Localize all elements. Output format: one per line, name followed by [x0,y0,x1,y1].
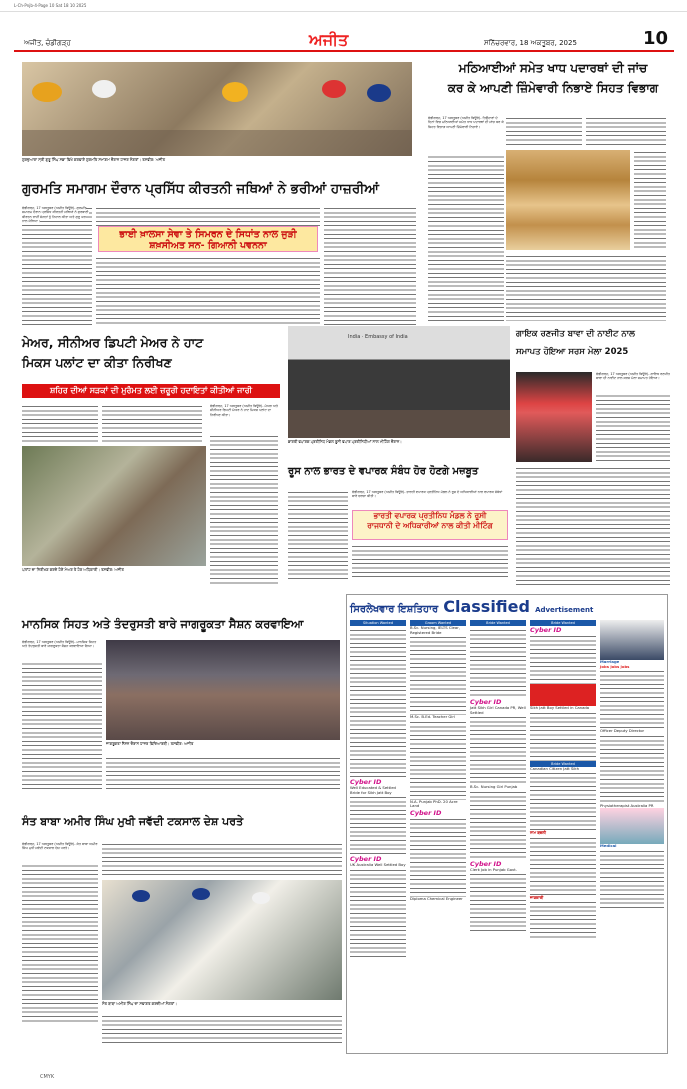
footer-code: CMYK [40,1074,55,1080]
sant-body [22,842,98,864]
cyber-id: Cyber ID [350,778,382,786]
cyber-id: Cyber ID [410,808,442,817]
food-headline-1: ਮਠਿਆਈਆਂ ਸਮੇਤ ਖਾਧ ਪਦਾਰਥਾਂ ਦੀ ਜਾਂਚ [458,61,648,75]
cyber-id: Cyber ID [470,859,502,868]
russia-subhead-1: ਭਾਰਤੀ ਵਪਾਰਕ ਪ੍ਰਤੀਨਿਧ ਮੰਡਲ ਨੇ ਰੂਸੀ [373,511,487,520]
mayor-col2 [102,404,202,444]
classified-tag: Groom Wanted [410,620,466,626]
classified-ad: Well Educated & Settled Bride for Sikh Jatt Boy [350,785,396,795]
gurmat-caption: ਗੁਰਦੁਆਰਾ ਸ੍ਰੀ ਗੁਰੂ ਸਿੰਘ ਸਭਾ ਵਿਖੇ ਕਰਵਾਏ ਗੁਰਮਤਿ ਸਮਾਗਮ ਦੌਰਾਨ ਹਾਜ਼ਰ ਸੰਗਤਾਂ। ਤਸਵੀਰ: ਅਜੀਤ [22,157,165,162]
mayor-body-text: ਚੰਡੀਗੜ੍ਹ, 17 ਅਕਤੂਬਰ (ਅਜੀਤ ਬਿਊਰੋ)- ਮੇਅਰ ਅਤੇ ਸੀਨੀਅਰ ਡਿਪਟੀ ਮੇਅਰ ਨੇ ਹਾਟ ਮਿਕਸ ਪਲਾਂਟ ਦਾ ਨਿਰੀਖਣ ਕੀਤਾ। [210,404,278,417]
classified-tag: Bride Wanted [470,620,526,626]
gurmat-body [22,206,92,326]
cyber-id: Cyber ID [350,855,382,864]
date-label: ਸਨਿੱਚਰਵਾਰ, 18 ਅਕਤੂਬਰ, 2025 [484,39,577,47]
russia-col1 [288,490,348,580]
mela-headline-1: ਗਾਇਕ ਰਣਜੀਤ ਬਾਵਾ ਦੀ ਨਾਈਟ ਨਾਲ [516,329,635,339]
gurmat-col4 [324,206,416,326]
classified-col-4 [530,620,596,1050]
classified-col-2 [410,620,466,1050]
mela-headline-2: ਸਮਾਪਤ ਹੋਇਆ ਸਰਸ ਮੇਲਾ 2025 [516,347,629,357]
food-col4 [634,150,666,250]
health-body-text: ਚੰਡੀਗੜ੍ਹ, 17 ਅਕਤੂਬਰ (ਅਜੀਤ ਬਿਊਰੋ)- ਮਾਨਸਿਕ ਸਿਹਤ ਅਤੇ ਤੰਦਰੁਸਤੀ ਬਾਰੇ ਜਾਗਰੂਕਤਾ ਸੈਸ਼ਨ ਕਰਵਾਇਆ ਗਿਆ। [22,640,97,649]
mayor-caption: ਪਲਾਂਟ ਦਾ ਨਿਰੀਖਣ ਕਰਦੇ ਹੋਏ ਮੇਅਰ ਤੇ ਹੋਰ ਅਧਿਕਾਰੀ। ਤਸਵੀਰ: ਅਜੀਤ [22,567,124,572]
mela-body-text: ਚੰਡੀਗੜ੍ਹ, 17 ਅਕਤੂਬਰ (ਅਜੀਤ ਬਿਊਰੋ)- ਗਾਇਕ ਰਣਜੀਤ ਬਾਵਾ ਦੀ ਨਾਈਟ ਨਾਲ ਸਰਸ ਮੇਲਾ ਸਮਾਪਤ ਹੋਇਆ। [596,372,670,381]
classified-ad: Officer Deputy Director [600,728,645,734]
classified-title-en-sub: Advertisement [535,606,594,614]
mayor-headline-2: ਮਿਕਸ ਪਲਾਂਟ ਦਾ ਕੀਤਾ ਨਿਰੀਖਣ [22,355,172,370]
mela-col2 [516,466,670,586]
health-body [22,640,102,662]
sant-body-text: ਚੰਡੀਗੜ੍ਹ, 17 ਅਕਤੂਬਰ (ਅਜੀਤ ਬਿਊਰੋ)- ਸੰਤ ਬਾਬਾ ਅਮੀਰ ਸਿੰਘ ਮੁਖੀ ਜਵੱਦੀ ਟਕਸਾਲ ਦੇਸ਼ ਪਰਤੇ। [22,842,98,851]
classified-ad: B.Sc. Nursing, IELTS Clear, Registered Bride [410,625,460,635]
classified-title-en: Classified [443,597,530,616]
russia-body-text: ਚੰਡੀਗੜ੍ਹ, 17 ਅਕਤੂਬਰ (ਅਜੀਤ ਬਿਊਰੋ)- ਭਾਰਤੀ ਵਪਾਰਕ ਪ੍ਰਤੀਨਿਧ ਮੰਡਲ ਨੇ ਰੂਸ ਦੇ ਅਧਿਕਾਰੀਆਂ ਨਾਲ ਵਪਾਰਕ ਸੰਬੰਧਾਂ ਬਾਰੇ ਚਰਚਾ ਕੀਤੀ। [352,490,503,499]
classified-ad: N.A. Punjab PhD. 20 Acre Land [410,798,458,809]
health-col1 [22,640,102,790]
classified-ad: UK Australia Well Settled Boy [350,862,406,868]
mayor-col1 [22,404,98,444]
gurmat-col2 [96,206,320,226]
city-label: ਅਜੀਤ, ਚੰਡੀਗੜ੍ਹ [24,39,71,47]
classified-title-pa: ਸਿਰਲੇਖਵਾਰ ਇਸ਼ਤਿਹਾਰ [350,604,439,615]
mela-body [596,372,670,394]
sant-photo [102,880,342,1000]
food-body [428,116,504,156]
food-body-text: ਚੰਡੀਗੜ੍ਹ, 17 ਅਕਤੂਬਰ (ਅਜੀਤ ਬਿਊਰੋ)- ਤਿਉਹਾਰਾਂ ਦੇ ਦਿਨਾਂ ਵਿਚ ਮਠਿਆਈਆਂ ਸਮੇਤ ਖਾਧ ਪਦਾਰਥਾਂ ਦੀ ਜਾਂਚ ਕਰ ਕੇ ਸਿਹਤ ਵਿਭਾਗ ਆਪਣੀ ਜ਼ਿੰਮੇਵਾਰੀ ਨਿਭਾਏ। [428,116,504,129]
food-col3 [586,116,666,148]
side-ad-title: Marriage [600,659,620,664]
sant-col2 [102,842,342,878]
classified-ad: B.Sc. Nursing Girl Punjab [470,784,518,790]
classified-ad: Physiotherapist Australia PR [600,802,654,808]
food-headline-2: ਕਰ ਕੇ ਆਪਣੀ ਜ਼ਿੰਮੇਵਾਰੀ ਨਿਭਾਏ ਸਿਹਤ ਵਿਭਾਗ [447,81,659,95]
masthead [14,30,674,52]
classified-tag: Bride Wanted [530,761,596,767]
health-photo [106,640,340,740]
classified-ad: Diploma Chemical Engineer [410,895,463,901]
classified-ad: Clerk Job in Punjab Govt. [470,866,517,872]
side-ad-sub: Jobs jobs jobs [600,663,630,669]
classified-col-1 [350,620,406,1050]
classified-col-3 [470,620,526,1050]
mela-photo [516,372,592,462]
mayor-band: ਸ਼ਹਿਰ ਦੀਆਂ ਸੜਕਾਂ ਦੀ ਮੁਰੰਮਤ ਲਈ ਜ਼ਰੂਰੀ ਹਦਾਇਤਾਂ ਕੀਤੀਆਂ ਜਾਰੀ [22,384,280,398]
mayor-photo [22,446,206,566]
gurmat-body-text: ਚੰਡੀਗੜ੍ਹ, 17 ਅਕਤੂਬਰ (ਅਜੀਤ ਬਿਊਰੋ)- ਗੁਰਮਤਿ ਸਮਾਗਮ ਦੌਰਾਨ ਪ੍ਰਸਿੱਧ ਕੀਰਤਨੀ ਜਥਿਆਂ ਨੇ ਗੁਰਬਾਣੀ ਕੀਰਤਨ ਰਾਹੀਂ ਸੰਗਤਾਂ ਨੂੰ ਨਿਹਾਲ ਕੀਤਾ ਅਤੇ ਗੁਰੂ ਘਰ ਨਾਲ ਜੋੜਿਆ। [22,206,89,223]
gurmat-headline: ਗੁਰਮਤਿ ਸਮਾਗਮ ਦੌਰਾਨ ਪ੍ਰਸਿੱਧ ਕੀਰਤਨੀ ਜਥਿਆਂ ਨੇ ਭਰੀਆਂ ਹਾਜ਼ਰੀਆਂ [22,181,379,197]
food-photo [506,150,630,250]
sant-col1 [22,842,98,1022]
russia-subhead-2: ਰਾਜਧਾਨੀ ਦੇ ਅਧਿਕਾਰੀਆਂ ਨਾਲ ਕੀਤੀ ਮੀਟਿੰਗ [367,521,493,530]
sant-col3 [102,1014,342,1044]
paper-title: ਅਜੀਤ [309,30,349,49]
russia-body [352,490,508,508]
sant-headline: ਸੰਤ ਬਾਬਾ ਅਮੀਰ ਸਿੰਘ ਮੁਖੀ ਜਵੱਦੀ ਟਕਸਾਲ ਦੇਸ਼ ਪਰਤੇ [22,815,244,828]
classified-col-5 [600,620,664,1050]
russia-headline: ਰੂਸ ਨਾਲ ਭਾਰਤ ਦੇ ਵਪਾਰਕ ਸੰਬੰਧ ਹੋਰ ਹੋਣਗੇ ਮਜ਼ਬੂਤ [288,466,479,477]
mayor-headline-1: ਮੇਅਰ, ਸੀਨੀਅਰ ਡਿਪਟੀ ਮੇਅਰ ਨੇ ਹਾਟ [22,335,204,350]
classified-tag: Situation Wanted [350,620,406,626]
russia-subhead [352,510,508,540]
mayor-body [210,404,278,434]
page-number: 10 [642,28,668,49]
gurmat-ribbon: ਭਾਈ ਖ਼ਾਲਸਾ ਸੇਵਾ ਤੇ ਸਿਮਰਨ ਦੇ ਸਿਧਾਂਤ ਨਾਲ ਜੁੜੀ ਸ਼ਖ਼ਸੀਅਤ ਸਨ- ਗਿਆਨੀ ਪਵਨਨਾ [98,226,318,252]
notice2-title: ਜਾਣਕਾਰੀ [530,894,544,900]
medical-label: Medical [600,843,617,849]
classified-ad: Sikh Jatt Boy Settled in Canada [530,705,590,710]
sant-caption: ਸੰਤ ਬਾਬਾ ਅਮੀਰ ਸਿੰਘ ਦਾ ਸਵਾਗਤ ਕਰਦੀਆਂ ਸੰਗਤਾਂ। [102,1001,177,1006]
classified-ad: Canadian Citizen Jatt Sikh [530,765,580,771]
food-col5 [506,254,666,321]
notice-title: ਨਾਮ ਬਦਲੀ [530,830,546,836]
medical-ad-photo [600,808,664,844]
print-strip: L-Ch-Pnjb-4-Page 10 Sat 18 10 2025 [0,0,687,12]
cyber-id: Cyber ID [530,626,562,634]
ad-photo [530,684,596,706]
health-caption: ਜਾਗਰੂਕਤਾ ਸੈਸ਼ਨ ਦੌਰਾਨ ਹਾਜ਼ਰ ਵਿਦਿਆਰਥੀ। ਤਸਵੀਰ: ਅਜੀਤ [106,741,194,746]
food-col2 [506,116,582,148]
health-headline: ਮਾਨਸਿਕ ਸਿਹਤ ਅਤੇ ਤੰਦਰੁਸਤੀ ਬਾਰੇ ਜਾਗਰੂਕਤਾ ਸੈਸ਼ਨ ਕਰਵਾਇਆ [22,617,304,631]
russia-caption: ਭਾਰਤੀ ਵਪਾਰਕ ਪ੍ਰਤੀਨਿਧ ਮੰਡਲ ਰੂਸੀ ਵਪਾਰ ਪ੍ਰਤੀਨਿਧੀਆਂ ਨਾਲ ਮੀਟਿੰਗ ਦੌਰਾਨ। [288,439,402,444]
russia-photo [288,326,510,438]
ad-person [600,620,664,660]
classified-header [350,597,664,617]
russia-col3 [352,544,508,580]
gurmat-col3 [96,256,320,326]
russia-banner: India · Embassy of India [348,334,408,340]
health-col2 [106,756,340,790]
classified-ad: M.Sc. B.Ed. Teacher Girl [410,714,455,720]
classified-tag: Bride Wanted [530,620,596,626]
classified-ad: Jatt Sikh Girl Canada PR, Well Settled [470,705,526,715]
gurmat-photo [22,62,412,156]
cyber-id: Cyber ID [470,698,502,706]
